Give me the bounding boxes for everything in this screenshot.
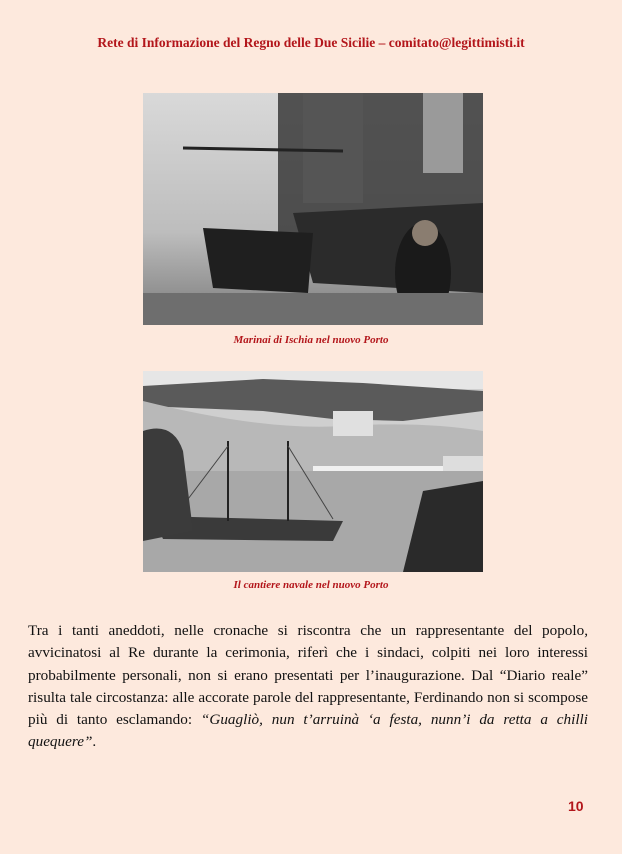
page-header: Rete di Informazione del Regno delle Due Sicilie – comitato@legittimisti.it [97,35,525,50]
body-paragraph [28,620,588,754]
sailors-boat-photo-image [143,93,483,325]
sailors-photo [143,93,483,325]
figure-caption-2: Il cantiere navale nel nuovo Porto [233,579,389,591]
figure-caption-1: Marinai di Ischia nel nuovo Porto [233,334,389,346]
harbor-photo [143,371,483,572]
body-text: Tra i tanti aneddoti, nelle cronache si riscontra che un rappresentante del popolo, avvicinatosi al Re durante la cerimonia, riferì che i sindaci, colpiti nei loro interessi probabilmente personali, non si erano presentati per l’inaugurazione. Dal “Diario reale” risulta tale circostanza: alle accorate parole del rappresentante, Ferdinando non si scompose più di tanto esclamando: [28,622,588,729]
body-quote: “Guagliò, nun t’arruinà ‘a festa, nunn’i da retta a chilli quequere” [28,711,589,751]
page-number: 10 [568,798,584,814]
body-end: . [92,733,97,751]
harbor-shipyard-photo-image [143,371,483,572]
